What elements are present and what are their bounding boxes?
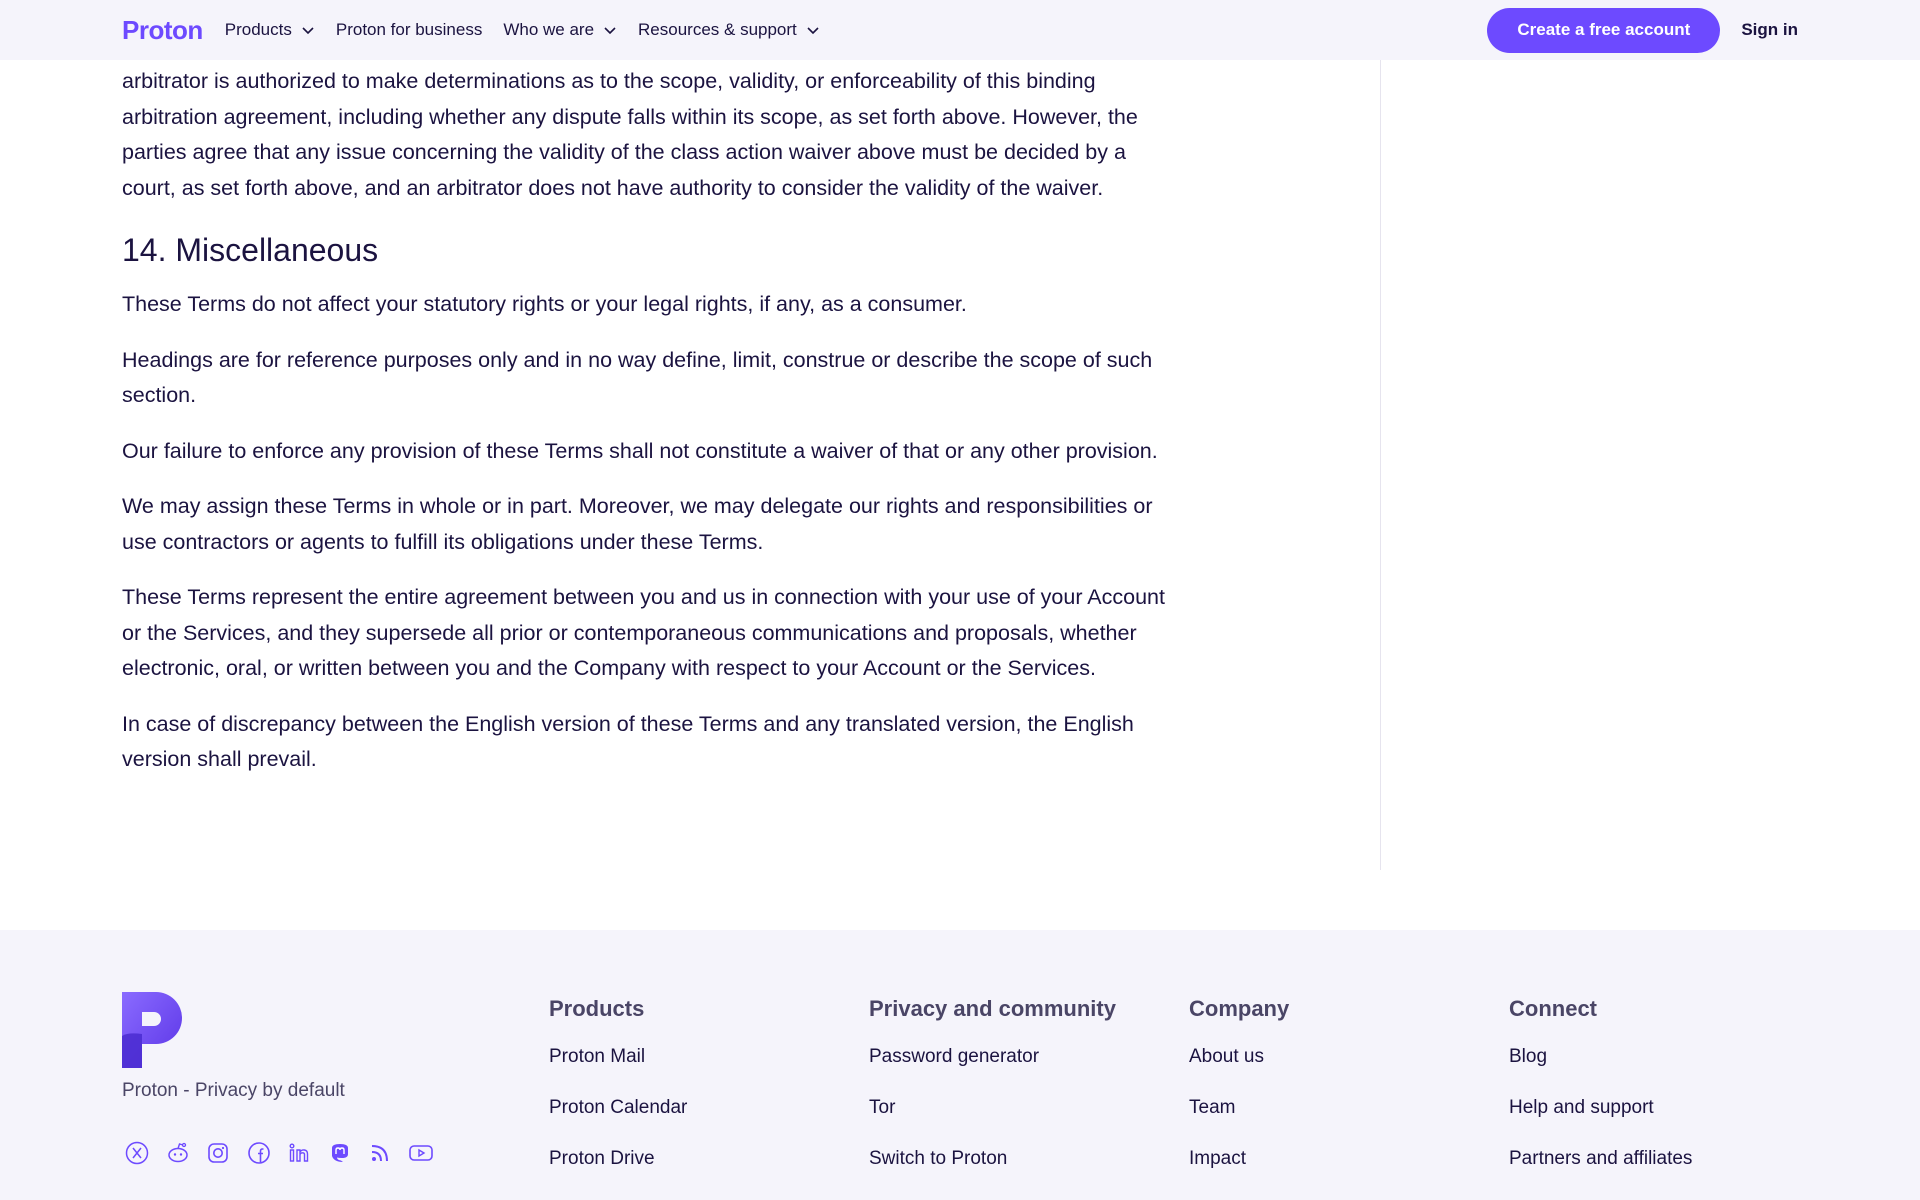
- footer-link[interactable]: Team: [1189, 1097, 1236, 1118]
- paragraph: Headings are for reference purposes only and in no way define, limit, construe or describe the scope of such section.: [122, 347, 1153, 407]
- footer-link[interactable]: Password generator: [869, 1046, 1040, 1067]
- footer-link[interactable]: About us: [1189, 1046, 1264, 1067]
- footer-col-privacy: [869, 996, 1116, 1197]
- reddit-icon[interactable]: [165, 1140, 191, 1166]
- nav-products-label: Products: [224, 20, 292, 39]
- social-links: [124, 1140, 448, 1166]
- site-footer: [0, 930, 1920, 1200]
- footer-col-title: Products: [549, 996, 645, 1021]
- terms-content: [122, 60, 1182, 798]
- paragraph: In case of discrepancy between the English version of these Terms and any translated version, the English version shall prevail.: [122, 711, 1134, 771]
- create-account-button[interactable]: Create a free account: [1487, 8, 1720, 53]
- proton-mark-icon[interactable]: [122, 992, 182, 1073]
- paragraph: We may assign these Terms in whole or in part. Moreover, we may delegate our rights and responsibilities or use contractors or agents to fulfill its obligations under these Terms.: [122, 494, 1153, 554]
- main-nav: [225, 20, 841, 40]
- footer-col-title: Company: [1189, 996, 1290, 1021]
- nav-resources-support[interactable]: [638, 20, 820, 40]
- nav-who-we-are[interactable]: [503, 20, 617, 40]
- section-title: 14. Miscellaneous: [122, 232, 379, 268]
- nav-who-label: Who we are: [503, 20, 595, 39]
- footer-link[interactable]: Impact: [1189, 1148, 1247, 1169]
- footer-col-title: Connect: [1509, 996, 1597, 1021]
- paragraph: These Terms represent the entire agreement between you and us in connection with your use of your Account or the Services, and they supersede all prior or contemporaneous communications and proposals, whether electronic, oral, or written between you and the Company with respect to your Account or the Services.: [122, 585, 1165, 680]
- footer-link[interactable]: Proton Calendar: [549, 1097, 688, 1118]
- intro-paragraph: arbitrator is authorized to make determinations as to the scope, validity, or enforceability of this binding arbitration agreement, including whether any dispute falls within its scope, as set forth above. However, the parties agree that any issue concerning the validity of the class action waiver above must be decided by a court, as set forth above, and an arbitrator does not have authority to consider the validity of the waiver.: [122, 69, 1138, 200]
- chevron-down-icon: [603, 23, 617, 37]
- rss-icon[interactable]: [367, 1140, 393, 1166]
- sidebar-divider: [1380, 60, 1381, 870]
- facebook-icon[interactable]: [246, 1140, 272, 1166]
- footer-link[interactable]: Help and support: [1509, 1097, 1654, 1118]
- footer-col-company: [1189, 996, 1289, 1197]
- nav-resources-label: Resources & support: [638, 20, 797, 39]
- proton-logo[interactable]: Proton: [122, 14, 203, 45]
- header-actions: [1487, 8, 1798, 53]
- chevron-down-icon: [806, 23, 820, 37]
- footer-link[interactable]: Proton Drive: [549, 1148, 655, 1169]
- footer-link[interactable]: Partners and affiliates: [1509, 1148, 1693, 1169]
- nav-proton-for-business[interactable]: [336, 20, 482, 40]
- nav-products[interactable]: [225, 20, 315, 40]
- footer-col-title: Privacy and community: [869, 996, 1116, 1021]
- sign-in-link[interactable]: Sign in: [1741, 20, 1798, 39]
- paragraph: Our failure to enforce any provision of these Terms shall not constitute a waiver of that or any other provision.: [122, 438, 1158, 463]
- footer-link[interactable]: Blog: [1509, 1046, 1548, 1067]
- footer-col-products: [549, 996, 687, 1197]
- paragraph: These Terms do not affect your statutory rights or your legal rights, if any, as a consumer.: [122, 292, 967, 316]
- youtube-icon[interactable]: [408, 1140, 434, 1166]
- footer-tagline: Proton - Privacy by default: [122, 1080, 345, 1101]
- mastodon-icon[interactable]: [327, 1140, 353, 1166]
- instagram-icon[interactable]: [205, 1140, 231, 1166]
- x-icon[interactable]: [124, 1140, 150, 1166]
- site-header: [0, 0, 1920, 60]
- footer-link[interactable]: Tor: [869, 1097, 896, 1118]
- footer-col-connect: [1509, 996, 1692, 1197]
- linkedin-icon[interactable]: [286, 1140, 312, 1166]
- footer-link[interactable]: Proton Mail: [549, 1046, 646, 1067]
- chevron-down-icon: [301, 23, 315, 37]
- footer-link[interactable]: Switch to Proton: [869, 1148, 1008, 1169]
- nav-business-label: Proton for business: [335, 20, 483, 39]
